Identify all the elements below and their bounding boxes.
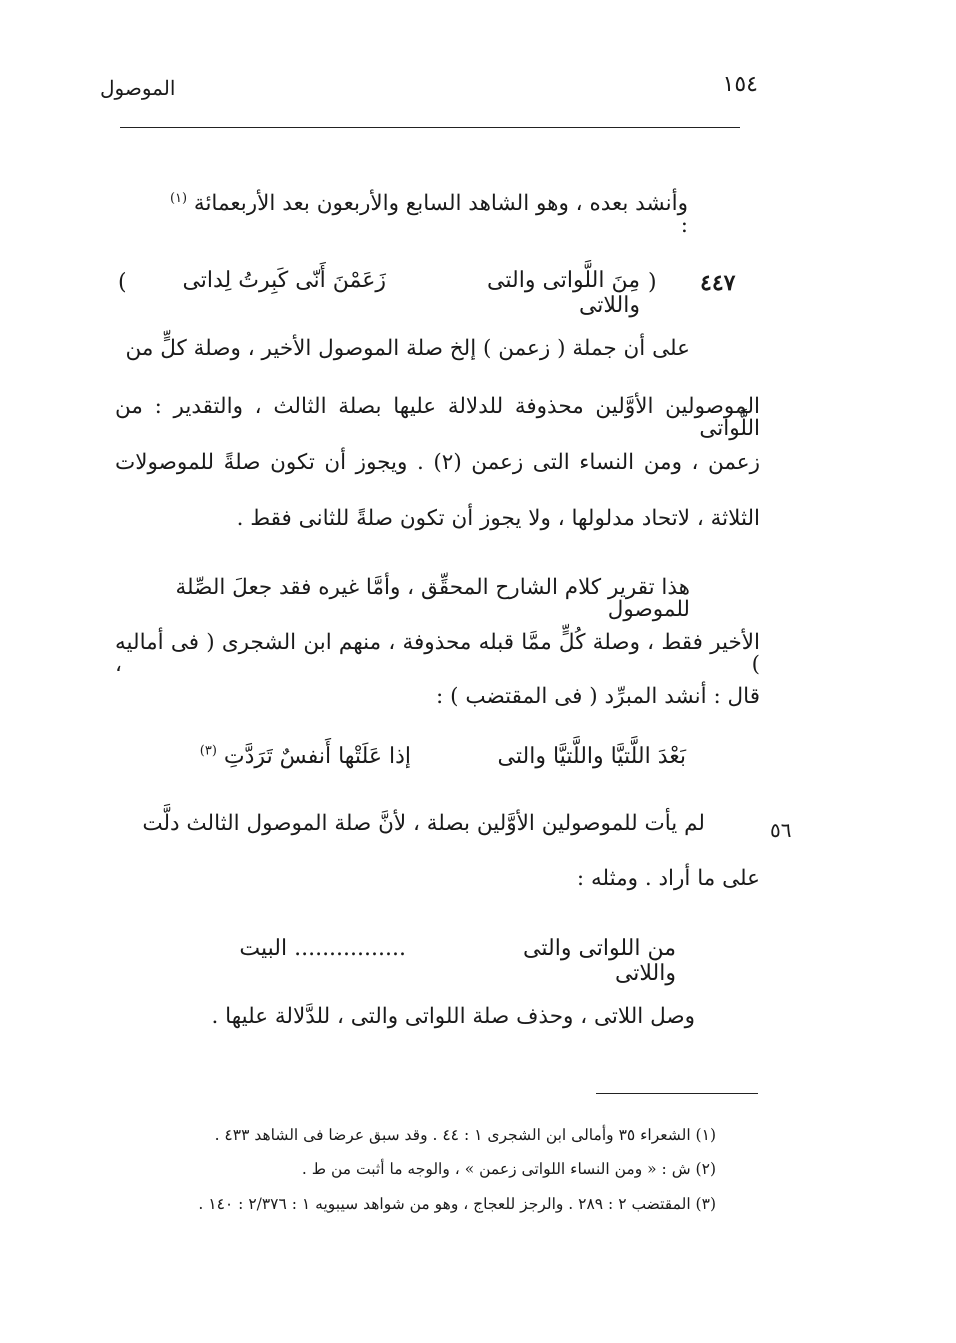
- running-title: الموصول: [100, 76, 176, 100]
- verse-3-hemistich-2: ................ البيت: [239, 936, 406, 961]
- margin-reference-number: ٥٦: [770, 818, 792, 842]
- verse-close-paren: ): [118, 270, 127, 295]
- verse-447-hemistich-2: زَعَمْنَ أَنّى كَبِرتُ لِداتى: [182, 268, 386, 293]
- footnote-3: (٣) المقتضب ٢ : ٢٨٩ . والرجز للعجاج ، وهو من شواهد سيبويه ١ : ٢/٣٧٦ : ١٤٠ .: [198, 1195, 716, 1213]
- verse-open-paren: (: [648, 270, 657, 295]
- verse-3-hemistich-1: من اللواتى والتى واللاتى: [523, 936, 676, 986]
- footnote-divider: [596, 1093, 758, 1094]
- para1-line-2: الموصولين الأوَّلين محذوفة للدلالة عليها بصلة الثالث ، والتقدير : من اللَّواتى: [115, 394, 760, 441]
- para1-line-3: زعمن ، ومن النساء التى زعمن (٢) . ويجوز أن تكون صلةً للموصولات: [115, 450, 760, 475]
- intro-text: وأنشد بعده ، وهو الشاهد السابع والأربعون بعد الأربعمائة: [193, 191, 688, 216]
- para1-line-4: الثلاثة ، لاتحاد مدلولها ، ولا يجوز أن تكون صلةً للثانى فقط .: [236, 506, 760, 531]
- footnote-2: (٢) ش : « ومن النساء اللواتى زعمن » ، والوجه ما أثبت من ط .: [301, 1160, 716, 1178]
- para2-line-1: هذا تقرير كلام الشارح المحقِّق ، وأمَّا غيره فقد جعلَ الصِّلة للموصول: [175, 575, 690, 622]
- footnote-ref-3: (٣): [199, 743, 217, 759]
- intro-colon: :: [680, 212, 688, 238]
- intro-line: [160, 190, 688, 238]
- para1-line-1: على أن جملة ( زعمن ) إلخ صلة الموصول الأخير ، وصلة كلٍّ من: [125, 336, 690, 361]
- para2-line-3: قال : أنشد المبرِّد ( فى المقتضب ) :: [436, 684, 760, 709]
- footnote-ref-1: (١): [169, 190, 188, 206]
- verse-2-hemistich-2-text: إذا عَلَتْها أَنفسٌ تَرَدَّتِ: [223, 744, 411, 769]
- verse-2-hemistich-2: [196, 744, 411, 769]
- para2-line-2: الأخير فقط ، وصلة كُلٍّ ممَّا قبله محذوفة ، منهم ابن الشجرى ( فى أماليه ) ،: [115, 630, 760, 677]
- para3-line-1: لم يأت للموصولين الأوَّلين بصلة ، لأنَّ صلة الموصول الثالث دلَّت: [142, 811, 705, 836]
- page-number: ١٥٤: [722, 72, 758, 97]
- footnote-1: (١) الشعراء ٣٥ وأمالى ابن الشجرى ١ : ٤٤ . وقد سبق عرضا فى الشاهد ٤٣٣ .: [214, 1126, 716, 1144]
- header-divider: [120, 127, 740, 128]
- para4-line: وصل اللاتى ، وحذف صلة اللواتى والتى ، للدَّلالة عليها .: [211, 1004, 695, 1029]
- verse-2-hemistich-1: بَعْدَ اللَّتيَّا واللَّتيَّا والتى: [497, 744, 686, 769]
- verse-number: ٤٤٧: [700, 270, 736, 296]
- para3-line-2: على ما أراد . ومثله :: [576, 866, 760, 891]
- verse-447-hemistich-1: مِنَ اللَّواتى والتى واللاتى: [487, 268, 640, 318]
